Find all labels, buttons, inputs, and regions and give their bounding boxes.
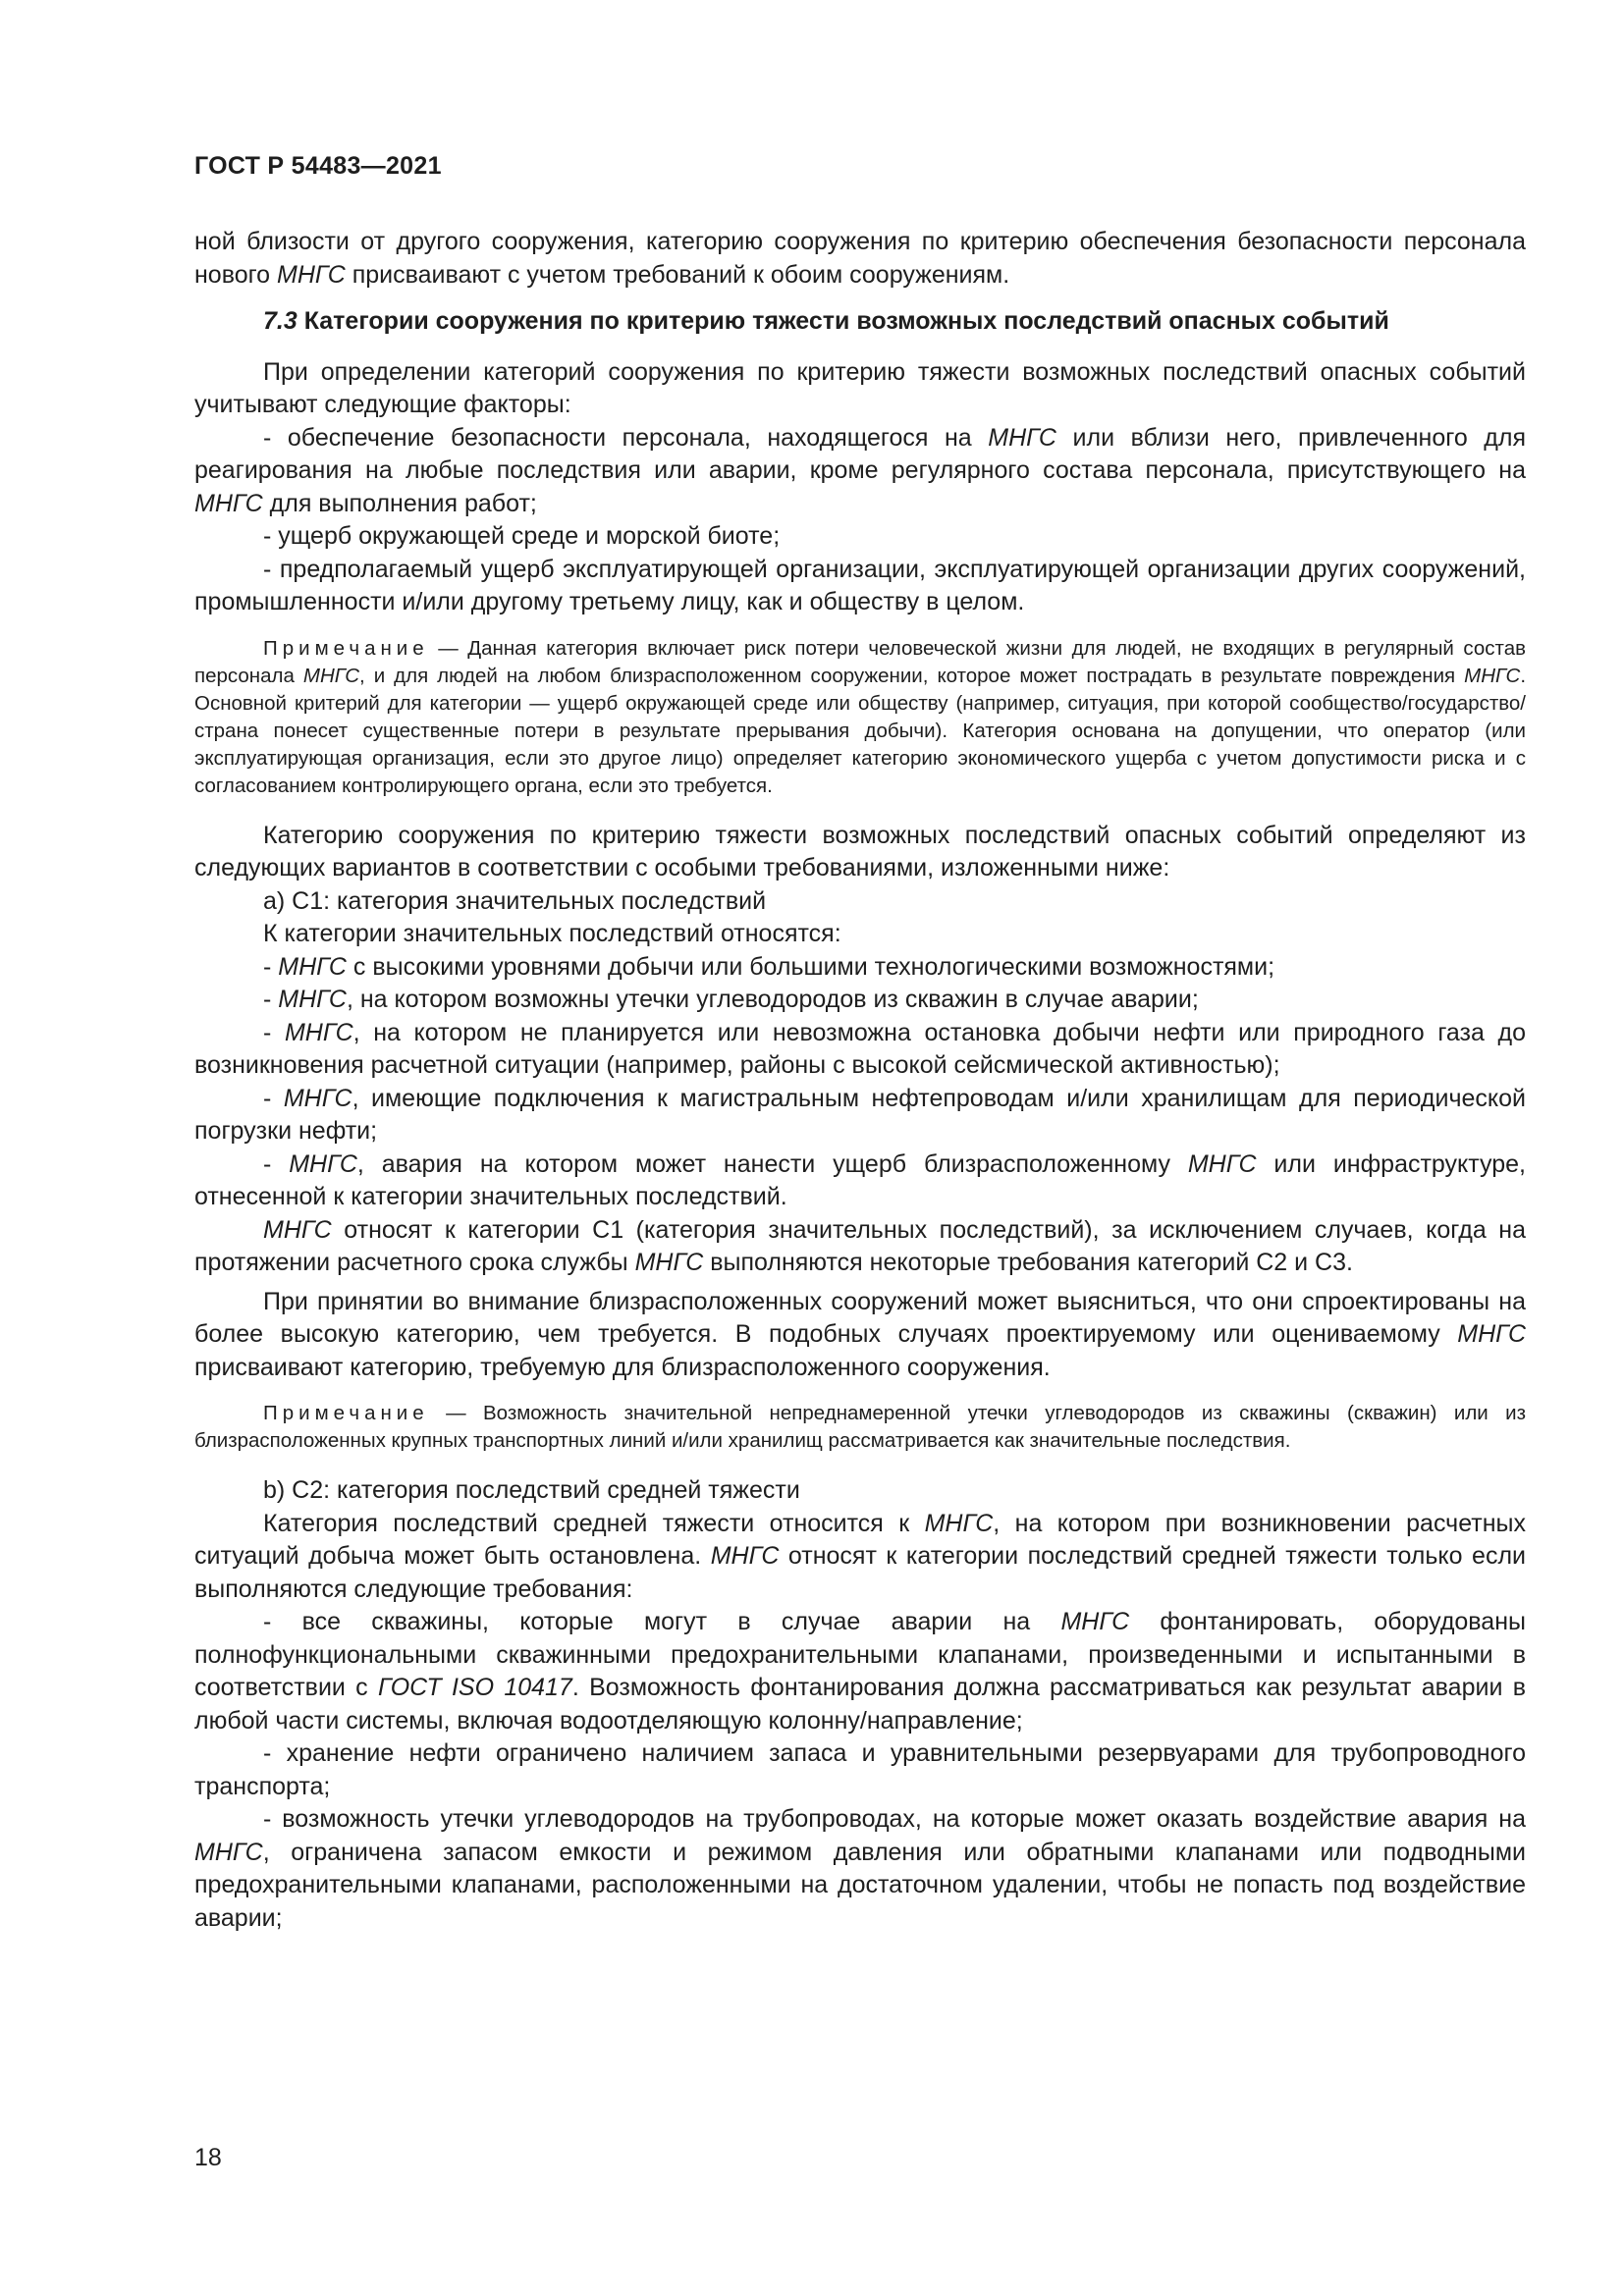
document-id: ГОСТ Р 54483—2021	[194, 152, 442, 180]
list-item: - обеспечение безопасности персонала, находящегося на МНГС или вблизи него, привлеченного для реагирования на любые последствия или аварии, кроме регулярного состава персонала, присутствующего на МНГС для выполнения работ;	[194, 423, 1526, 517]
page-number: 18	[194, 2144, 222, 2171]
list-item: - МНГС, авария на котором может нанести ущерб близрасположенному МНГС или инфраструктуре, отнесенной к категории значительных последствий.	[194, 1149, 1526, 1210]
paragraph-continuation: ной близости от другого сооружения, категорию сооружения по критерию обеспечения безопасности персонала нового МНГС присваивают с учетом требований к обоим сооружениям.	[194, 228, 1526, 289]
section-heading: 7.3 Категории сооружения по критерию тяжести возможных последствий опасных событий	[263, 307, 1389, 335]
list-item: - хранение нефти ограничено наличием запаса и уравнительными резервуарами для трубопроводного транспорта;	[194, 1739, 1526, 1800]
note: Примечание — Возможность значительной непреднамеренной утечки углеводородов из скважины (скважин) или из близрасположенных крупных транспортных линий и/или хранилищ рассматривается как значительные последствия.	[194, 1402, 1526, 1452]
list-item: - все скважины, которые могут в случае аварии на МНГС фонтанировать, оборудованы полнофункциональными скважинными предохранительными клапанами, произведенными и испытанными в соответствии с ГОСТ ISO 10417. Возможность фонтанирования должна рассматриваться как результат аварии в любой части системы, включая водоотделяющую колонну/направление;	[194, 1608, 1526, 1735]
list-heading: b) С2: категория последствий средней тяжести	[263, 1476, 800, 1504]
list-item: - МНГС, на котором не планируется или невозможна остановка добычи нефти или природного газа до возникновения расчетной ситуации (например, районы с высокой сейсмической активностью);	[194, 1018, 1526, 1079]
paragraph: Категория последствий средней тяжести относится к МНГС, на котором при возникновении расчетных ситуаций добыча может быть остановлена. МНГС относят к категории последствий средней тяжести только если выполняются следующие требования:	[194, 1509, 1527, 1603]
paragraph: МНГС относят к категории С1 (категория значительных последствий), за исключением случаев, когда на протяжении расчетного срока службы МНГС выполняются некоторые требования категорий С2 и С3.	[194, 1215, 1526, 1276]
paragraph: К категории значительных последствий относятся:	[263, 920, 841, 947]
body-text	[194, 226, 1526, 1935]
list-item: - предполагаемый ущерб эксплуатирующей организации, эксплуатирующей организации других сооружений, промышленности и/или другому третьему лицу, как и обществу в целом.	[194, 555, 1526, 615]
note: Примечание — Данная категория включает риск потери человеческой жизни для людей, не входящих в регулярный состав персонала МНГС, и для людей на любом близрасположенном сооружении, которое может пострадать в результате повреждения МНГС. Основной критерий для категории — ущерб окружающей среде или обществу (например, ситуация, при которой сообщество/государство/страна понесет существенные потери в результате прерывания добычи). Категория основана на допущении, что оператор (или эксплуатирующая организация, если это другое лицо) определяет категорию экономического ущерба с учетом допустимости риска и с согласованием контролирующего органа, если это требуется.	[194, 636, 1527, 797]
list-item: - МНГС с высокими уровнями добычи или большими технологическими возможностями;	[263, 952, 1275, 981]
list-item: - МНГС, имеющие подключения к магистральным нефтепроводам и/или хранилищам для периодической погрузки нефти;	[194, 1084, 1526, 1145]
list-item: - ущерб окружающей среде и морской биоте;	[263, 522, 781, 550]
list-item: - МНГС, на котором возможны утечки углеводородов из скважин в случае аварии;	[263, 986, 1199, 1013]
paragraph: При определении категорий сооружения по критерию тяжести возможных последствий опасных событий учитывают следующие факторы:	[194, 357, 1526, 418]
paragraph: Категорию сооружения по критерию тяжести возможных последствий опасных событий определяют из следующих вариантов в соответствии с особыми требованиями, изложенными ниже:	[194, 821, 1526, 881]
paragraph: При принятии во внимание близрасположенных сооружений может выясниться, что они спроектированы на более высокую категорию, чем требуется. В подобных случаях проектируемому или оцениваемому МНГС присваивают категорию, требуемую для близрасположенного сооружения.	[194, 1287, 1526, 1381]
list-heading: а) С1: категория значительных последствий	[263, 886, 767, 915]
list-item: - возможность утечки углеводородов на трубопроводах, на которые может оказать воздействие авария на МНГС, ограничена запасом емкости и режимом давления или обратными клапанами или подводными предохранительными клапанами, расположенными на достаточном удалении, чтобы не попасть под воздействие аварии;	[194, 1805, 1526, 1932]
